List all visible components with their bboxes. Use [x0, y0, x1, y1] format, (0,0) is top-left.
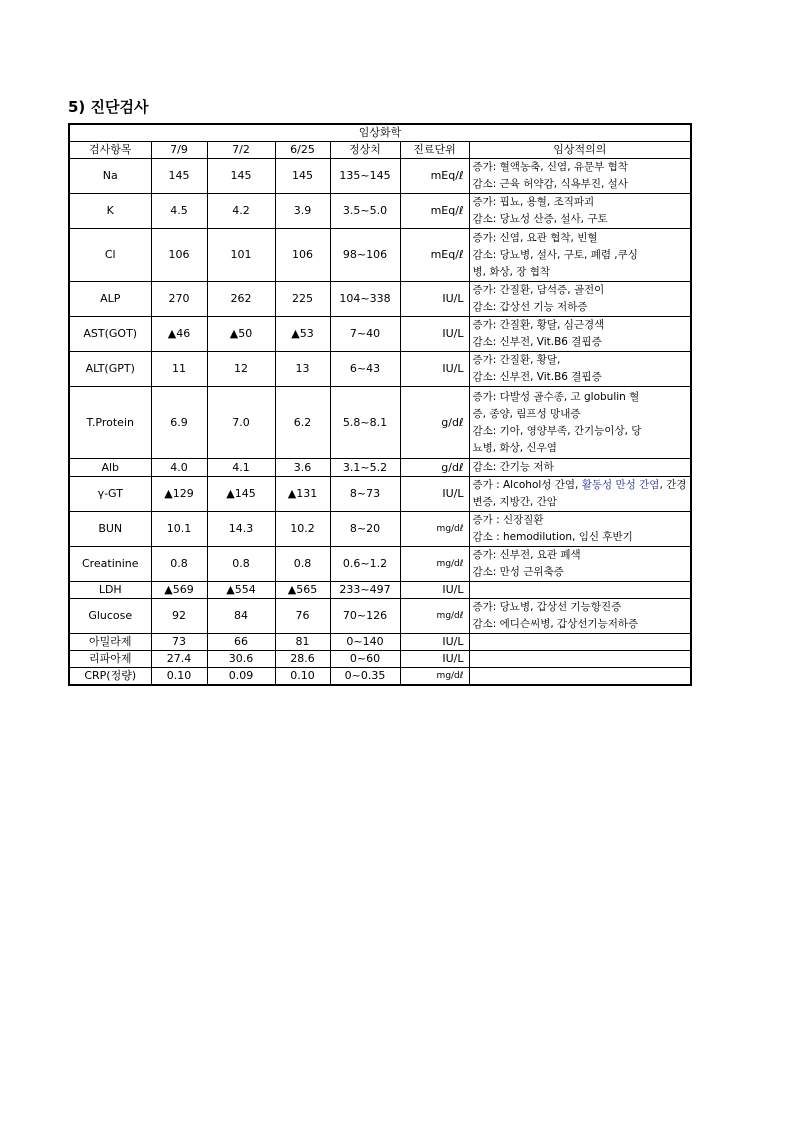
value-7-9: 6.9: [151, 387, 207, 459]
table-row: [69, 634, 691, 651]
table-row: [69, 547, 691, 582]
normal-range: 6~43: [330, 352, 400, 387]
clinical-meaning: [469, 229, 691, 282]
unit: mEq/ℓ: [400, 159, 469, 194]
value-7-9: ▲129: [151, 477, 207, 512]
table-row: [69, 194, 691, 229]
value-6-25: 10.2: [275, 512, 330, 547]
clinical-meaning: [469, 317, 691, 352]
meaning-line: 감소: 당뇨성 산증, 설사, 구토: [472, 213, 608, 225]
value-7-9: ▲569: [151, 582, 207, 599]
test-name: AST(GOT): [69, 317, 151, 352]
value-6-25: 0.10: [275, 668, 330, 686]
table-row: [69, 229, 691, 282]
value-6-25: 76: [275, 599, 330, 634]
table-row: [69, 582, 691, 599]
unit: IU/L: [400, 582, 469, 599]
meaning-line: 감소: 기아, 영양부족, 간기능이상, 당: [472, 424, 642, 437]
normal-range: 104~338: [330, 282, 400, 317]
clinical-meaning: [469, 194, 691, 229]
test-name: γ-GT: [69, 477, 151, 512]
meaning-line: 증가: 신염, 요관 협착, 빈혈: [472, 231, 598, 244]
value-6-25: 0.8: [275, 547, 330, 582]
meaning-line: 감소: 만성 근위축증: [472, 566, 564, 578]
test-name: LDH: [69, 582, 151, 599]
value-7-2: 14.3: [207, 512, 275, 547]
value-7-9: 4.5: [151, 194, 207, 229]
value-7-9: 73: [151, 634, 207, 651]
normal-range: 0~140: [330, 634, 400, 651]
normal-range: 0~60: [330, 651, 400, 668]
meaning-text: , 간경변증, 지방간, 간암: [472, 479, 687, 508]
meaning-line: 감소: 당뇨병, 설사, 구토, 폐렴 ,쿠싱: [472, 248, 638, 261]
clinical-meaning: [469, 668, 691, 686]
table-row: [69, 352, 691, 387]
unit: mg/dℓ: [400, 668, 469, 686]
test-name: Cl: [69, 229, 151, 282]
clinical-meaning: [469, 599, 691, 634]
clinical-meaning: [469, 651, 691, 668]
meaning-line: 감소: 에디슨씨병, 갑상선기능저하증: [472, 618, 639, 630]
table-row: [69, 317, 691, 352]
table-row: [69, 387, 691, 459]
clinical-meaning: [469, 159, 691, 194]
clinical-meaning: [469, 547, 691, 582]
meaning-line: 증가: 간질환, 황달,: [472, 354, 561, 366]
value-7-2: 7.0: [207, 387, 275, 459]
value-7-2: ▲145: [207, 477, 275, 512]
value-7-9: ▲46: [151, 317, 207, 352]
value-7-2: 4.1: [207, 459, 275, 477]
meaning-line: 뇨병, 화상, 신우염: [472, 441, 557, 454]
section-heading: 5) 진단검사: [68, 98, 149, 116]
unit: mEq/ℓ: [400, 194, 469, 229]
value-6-25: ▲565: [275, 582, 330, 599]
clinical-meaning: [469, 582, 691, 599]
value-7-2: 12: [207, 352, 275, 387]
normal-range: 135~145: [330, 159, 400, 194]
value-7-9: 270: [151, 282, 207, 317]
unit: mg/dℓ: [400, 512, 469, 547]
value-7-9: 0.10: [151, 668, 207, 686]
value-7-9: 106: [151, 229, 207, 282]
header-item: 검사항목: [69, 142, 151, 159]
normal-range: 8~20: [330, 512, 400, 547]
unit: IU/L: [400, 282, 469, 317]
test-name: CRP(정량): [69, 668, 151, 686]
clinical-meaning: [469, 634, 691, 651]
normal-range: 70~126: [330, 599, 400, 634]
value-7-2: 145: [207, 159, 275, 194]
value-7-9: 145: [151, 159, 207, 194]
test-name: 리파아제: [69, 651, 151, 668]
test-name: K: [69, 194, 151, 229]
value-6-25: ▲53: [275, 317, 330, 352]
value-6-25: 3.6: [275, 459, 330, 477]
value-6-25: 106: [275, 229, 330, 282]
normal-range: 8~73: [330, 477, 400, 512]
meaning-line: 증가: 핍뇨, 용혈, 조직파괴: [472, 196, 595, 208]
table-row: [69, 668, 691, 686]
unit: IU/L: [400, 477, 469, 512]
meaning-highlight: 활동성 만성: [581, 479, 636, 491]
value-6-25: ▲131: [275, 477, 330, 512]
normal-range: 5.8~8.1: [330, 387, 400, 459]
value-7-9: 0.8: [151, 547, 207, 582]
clinical-meaning: [469, 282, 691, 317]
normal-range: 98~106: [330, 229, 400, 282]
meaning-line: 감소 : hemodilution, 임신 후반기: [472, 531, 633, 543]
value-7-2: 4.2: [207, 194, 275, 229]
unit: IU/L: [400, 651, 469, 668]
value-7-2: ▲50: [207, 317, 275, 352]
value-7-9: 11: [151, 352, 207, 387]
test-name: Creatinine: [69, 547, 151, 582]
meaning-line: 증, 종양, 림프성 망내증: [472, 407, 581, 420]
value-7-9: 10.1: [151, 512, 207, 547]
header-date-2: 7/2: [207, 142, 275, 159]
test-name: ALT(GPT): [69, 352, 151, 387]
meaning-line: 감소: 간기능 저하: [472, 461, 554, 473]
header-meaning: 임상적의의: [469, 142, 691, 159]
clinical-meaning: [469, 459, 691, 477]
value-7-9: 92: [151, 599, 207, 634]
meaning-line: 증가: 간질환, 담석증, 골전이: [472, 284, 605, 296]
value-7-2: 101: [207, 229, 275, 282]
normal-range: 3.5~5.0: [330, 194, 400, 229]
value-6-25: 3.9: [275, 194, 330, 229]
table-row: [69, 159, 691, 194]
unit: mg/dℓ: [400, 547, 469, 582]
meaning-line: 증가: 당뇨병, 갑상선 기능항진증: [472, 601, 622, 613]
clinical-meaning: [469, 477, 691, 512]
clinical-meaning: [469, 512, 691, 547]
value-7-2: 262: [207, 282, 275, 317]
test-name: BUN: [69, 512, 151, 547]
header-normal: 정상치: [330, 142, 400, 159]
test-name: Na: [69, 159, 151, 194]
meaning-line: 증가: 혈액농축, 신염, 유문부 협착: [472, 161, 628, 173]
meaning-line: 증가: 다발성 골수종, 고 globulin 혈: [472, 390, 640, 403]
unit: mg/dℓ: [400, 599, 469, 634]
meaning-line: 증가: 간질환, 황달, 심근경색: [472, 319, 605, 331]
test-name: Alb: [69, 459, 151, 477]
normal-range: 3.1~5.2: [330, 459, 400, 477]
normal-range: 0~0.35: [330, 668, 400, 686]
table-row: [69, 651, 691, 668]
meaning-line: 감소: 신부전, Vit.B6 결핍증: [472, 371, 602, 383]
value-7-2: 66: [207, 634, 275, 651]
test-name: T.Protein: [69, 387, 151, 459]
test-name: ALP: [69, 282, 151, 317]
normal-range: 233~497: [330, 582, 400, 599]
clinical-meaning: [469, 352, 691, 387]
unit: IU/L: [400, 634, 469, 651]
table-row: [69, 282, 691, 317]
value-6-25: 81: [275, 634, 330, 651]
header-unit: 진료단위: [400, 142, 469, 159]
value-6-25: 225: [275, 282, 330, 317]
table-title: 임상화학: [69, 124, 691, 142]
value-6-25: 13: [275, 352, 330, 387]
value-7-2: 0.8: [207, 547, 275, 582]
meaning-line: 감소: 근육 허약감, 식욕부진, 설사: [472, 178, 628, 190]
value-6-25: 6.2: [275, 387, 330, 459]
value-7-9: 4.0: [151, 459, 207, 477]
meaning-line: 감소: 신부전, Vit.B6 결핍증: [472, 336, 602, 348]
value-6-25: 145: [275, 159, 330, 194]
value-7-2: 30.6: [207, 651, 275, 668]
table-header-row: [69, 142, 691, 159]
normal-range: 0.6~1.2: [330, 547, 400, 582]
unit: g/dℓ: [400, 387, 469, 459]
unit: g/dℓ: [400, 459, 469, 477]
table-row: [69, 477, 691, 512]
value-7-2: ▲554: [207, 582, 275, 599]
table-row: [69, 599, 691, 634]
meaning-highlight: 간염: [639, 479, 660, 491]
value-7-2: 84: [207, 599, 275, 634]
meaning-line: 증가: 신부전, 요관 폐색: [472, 549, 581, 561]
header-date-1: 7/9: [151, 142, 207, 159]
clinical-chemistry-table: [68, 123, 692, 686]
normal-range: 7~40: [330, 317, 400, 352]
unit: IU/L: [400, 352, 469, 387]
unit: IU/L: [400, 317, 469, 352]
meaning-line: 증가 : 신장질환: [472, 514, 544, 526]
table-row: [69, 512, 691, 547]
test-name: Glucose: [69, 599, 151, 634]
test-name: 아밀라제: [69, 634, 151, 651]
meaning-line: 병, 화상, 장 협착: [472, 265, 551, 278]
clinical-meaning: [469, 387, 691, 459]
value-7-9: 27.4: [151, 651, 207, 668]
header-date-3: 6/25: [275, 142, 330, 159]
meaning-line: 감소: 갑상선 기능 저하증: [472, 301, 588, 313]
value-6-25: 28.6: [275, 651, 330, 668]
meaning-text: 증가 : Alcohol성 간염,: [472, 479, 582, 491]
unit: mEq/ℓ: [400, 229, 469, 282]
table-row: [69, 459, 691, 477]
value-7-2: 0.09: [207, 668, 275, 686]
